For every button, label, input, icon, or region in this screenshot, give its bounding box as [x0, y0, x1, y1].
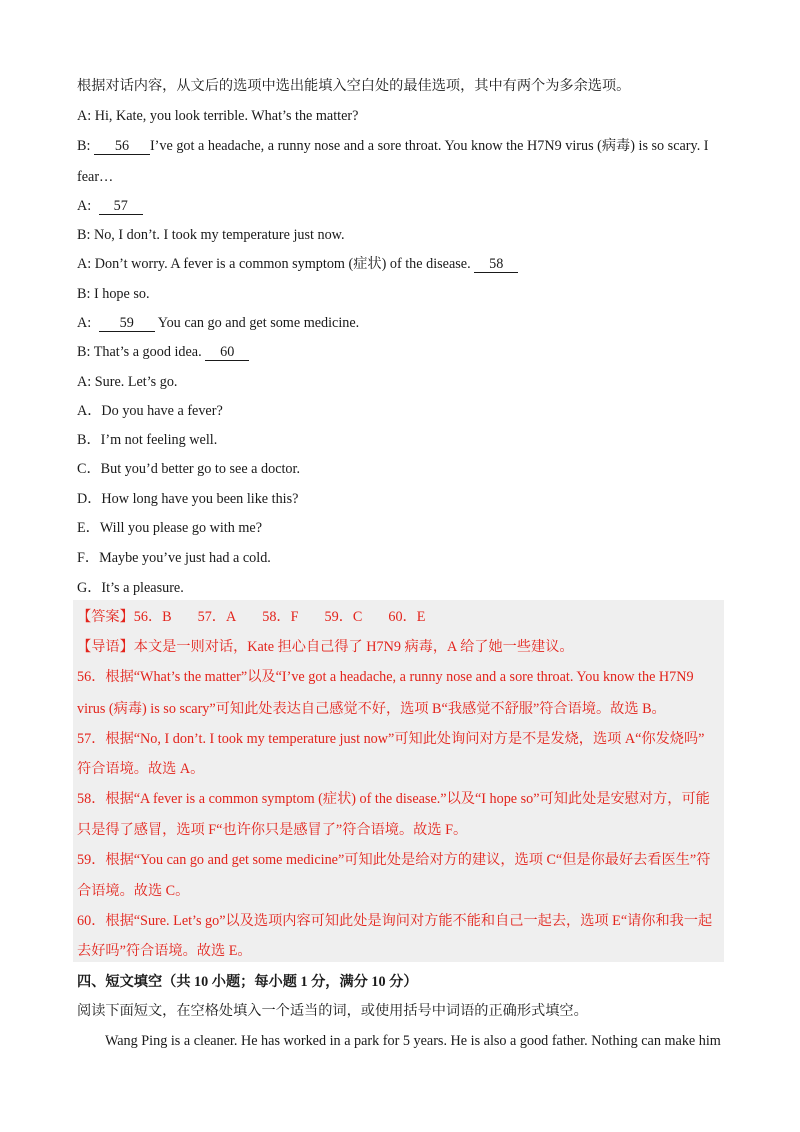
option-g: G．It’s a pleasure.	[77, 580, 184, 596]
option-a: A．Do you have a fever?	[77, 403, 223, 419]
passage-paragraph: Wang Ping is a cleaner. He has worked in a park for 5 years. He is also a good father. Nothing can make him	[105, 1033, 721, 1049]
option-f: F．Maybe you’ve just had a cold.	[77, 550, 271, 566]
explanation-59-cont: 合语境。故选 C。	[77, 883, 190, 899]
explanation-60-cont: 去好吗”符合语境。故选 E。	[77, 943, 252, 959]
blank-56: 56	[94, 138, 150, 155]
dialogue-line-6	[77, 254, 518, 274]
dialogue-line-9	[77, 342, 249, 362]
answer-item: 59．C	[324, 609, 363, 625]
dialogue-line-8	[77, 313, 359, 333]
dialogue-line-5: B: No, I don’t. I took my temperature just now.	[77, 227, 345, 243]
dialogue-line-4	[77, 196, 143, 216]
dialogue-text: B: That’s a good idea.	[77, 344, 206, 360]
answer-line	[77, 607, 425, 627]
answer-item: 56．B	[133, 609, 172, 625]
answer-item: 57．A	[197, 609, 237, 625]
dialogue-text: You can go and get some medicine.	[154, 315, 360, 331]
explanation-58-cont: 只是得了感冒，选项 F“也许你只是感冒了”符合语境。故选 F。	[77, 822, 468, 838]
explanation-57-cont: 符合语境。故选 A。	[77, 761, 205, 777]
section-instruction: 阅读下面短文，在空格处填入一个适当的词，或使用括号中词语的正确形式填空。	[77, 1003, 588, 1019]
speaker-a: A:	[77, 198, 95, 214]
dialogue-line-1: A: Hi, Kate, you look terrible. What’s the matter?	[77, 108, 359, 124]
dialogue-text: A: Don’t worry. A fever is a common symptom (症状) of the disease.	[77, 256, 475, 272]
option-b: B．I’m not feeling well.	[77, 432, 218, 448]
guide-label: 【导语】	[77, 639, 134, 655]
dialogue-line-3: fear…	[77, 169, 114, 185]
blank-60: 60	[205, 344, 249, 361]
answer-label: 【答案】	[77, 609, 134, 625]
answer-item: 60．E	[388, 609, 426, 625]
section-heading: 四、短文填空（共 10 小题；每小题 1 分，满分 10 分）	[77, 974, 418, 990]
guide-line	[77, 637, 574, 657]
blank-59: 59	[99, 315, 155, 332]
blank-57: 57	[99, 198, 143, 215]
option-d: D．How long have you been like this?	[77, 491, 299, 507]
explanation-59: 59．根据“You can go and get some medicine”可知此处是给对方的建议，选项 C“但是你最好去看医生”符	[77, 852, 711, 868]
dialogue-text: I’ve got a headache, a runny nose and a sore throat. You know the H7N9 virus (病毒) is so scary. I	[149, 138, 709, 154]
dialogue-line-10: A: Sure. Let’s go.	[77, 374, 178, 390]
option-c: C．But you’d better go to see a doctor.	[77, 461, 301, 477]
dialogue-line-2	[77, 136, 709, 156]
explanation-58: 58．根据“A fever is a common symptom (症状) of the disease.”以及“I hope so”可知此处是安慰对方，可能	[77, 791, 710, 807]
explanation-57: 57．根据“No, I don’t. I took my temperature just now”可知此处询问对方是不是发烧，选项 A“你发烧吗”	[77, 731, 705, 747]
guide-text: 本文是一则对话，Kate 担心自己得了 H7N9 病毒，A 给了她一些建议。	[133, 639, 574, 655]
option-e: E．Will you please go with me?	[77, 520, 263, 536]
speaker-b: B:	[77, 138, 94, 154]
explanation-56-cont: virus (病毒) is so scary”可知此处表达自己感觉不好，选项 B“我感觉不舒服”符合语境。故选 B。	[77, 701, 666, 717]
answer-item: 58．F	[262, 609, 299, 625]
instruction: 根据对话内容，从文后的选项中选出能填入空白处的最佳选项，其中有两个为多余选项。	[77, 78, 631, 94]
explanation-60: 60．根据“Sure. Let’s go”以及选项内容可知此处是询问对方能不能和自己一起去，选项 E“请你和我一起	[77, 913, 713, 929]
explanation-56: 56．根据“What’s the matter”以及“I’ve got a headache, a runny nose and a sore throat. You know the H7N9	[77, 669, 694, 685]
dialogue-line-7: B: I hope so.	[77, 286, 150, 302]
blank-58: 58	[474, 256, 518, 273]
speaker-a: A:	[77, 315, 95, 331]
